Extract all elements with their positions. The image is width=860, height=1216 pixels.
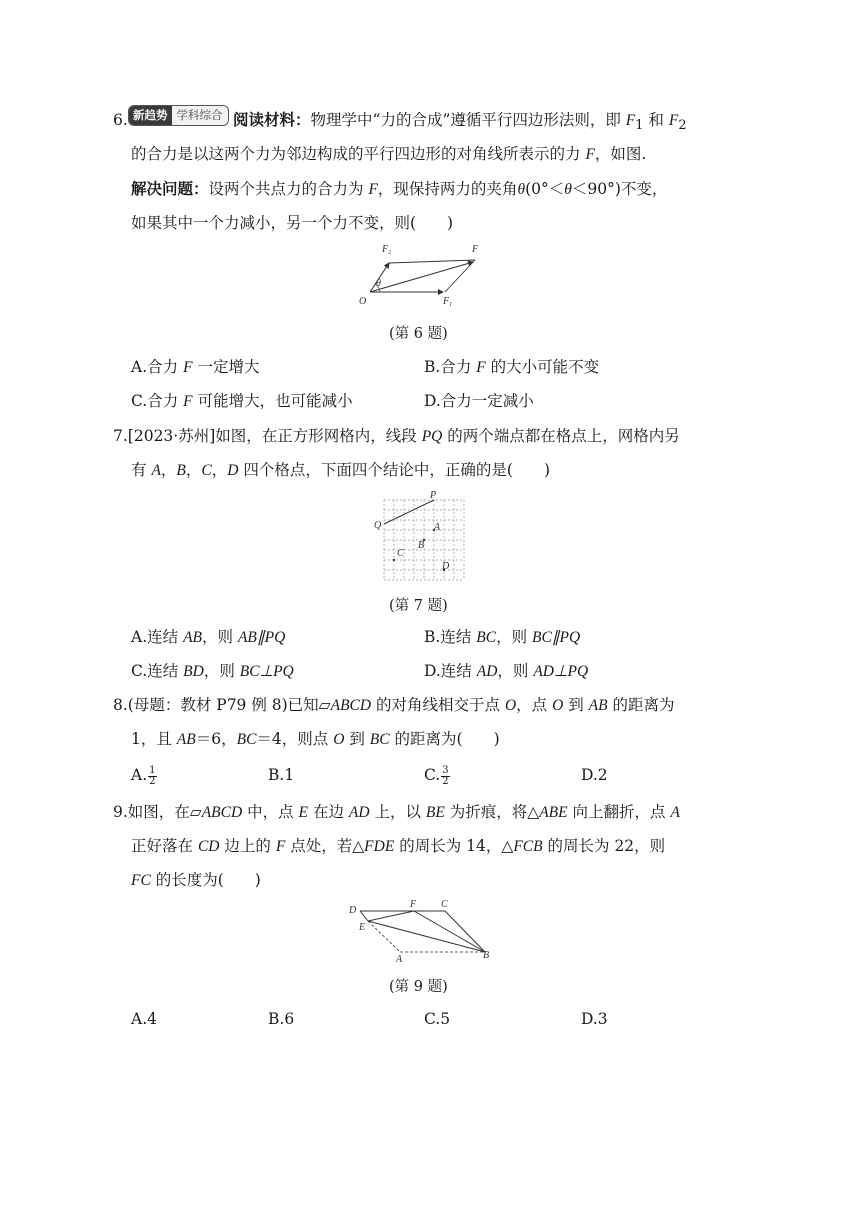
label-a: A xyxy=(434,522,441,533)
text-fragment: 边上的 xyxy=(219,837,276,855)
text-fragment: AB xyxy=(183,629,202,646)
label-f: F xyxy=(472,244,479,255)
text-fragment: F xyxy=(183,359,193,376)
text-fragment: B xyxy=(176,462,186,479)
text-fragment: F xyxy=(382,244,389,255)
text-fragment: 的两个端点都在格点上，网格内另 xyxy=(442,427,680,445)
text-fragment: O xyxy=(552,697,564,714)
text-fragment: 1 xyxy=(149,764,156,776)
text-fragment: [2023·苏州]如图，在正方形网格内，线段 xyxy=(127,427,422,445)
text-fragment: 点处，若△ xyxy=(285,837,365,855)
text-fragment: (母题：教材 P79 例 8)已知▱ xyxy=(127,696,331,714)
text-fragment: 的距离为 xyxy=(607,696,675,714)
q9-line-1 xyxy=(113,802,680,823)
q6-option-c[interactable] xyxy=(131,391,353,412)
text-fragment: AB∥PQ xyxy=(237,629,286,646)
text-fragment: BE xyxy=(425,804,445,821)
q7-line-2 xyxy=(131,460,550,481)
grid-figure xyxy=(372,490,467,585)
text-fragment: FC xyxy=(131,872,151,889)
text-fragment: C xyxy=(201,462,212,479)
label-d: D xyxy=(442,561,450,572)
label-p: P xyxy=(430,490,437,501)
label-f2 xyxy=(381,244,391,256)
text-fragment: 上，以 xyxy=(369,803,426,821)
label-c: C xyxy=(397,548,404,559)
q6-line-1 xyxy=(233,110,687,136)
text-fragment: C.连结 xyxy=(131,662,184,680)
q6-line-4: 如果其中一个力减小，另一个力不变，则( ) xyxy=(131,214,454,232)
text-fragment: 的大小可能不变 xyxy=(485,358,600,376)
q6-option-b[interactable] xyxy=(424,357,599,378)
text-fragment: 8. xyxy=(113,696,128,714)
text-fragment: 到 xyxy=(344,730,370,748)
text-fragment: ，则 xyxy=(497,662,534,680)
fraction xyxy=(441,766,449,787)
q6-option-a[interactable] xyxy=(131,357,259,378)
subscript: 2 xyxy=(678,118,687,134)
text-fragment: 2 xyxy=(149,775,156,787)
q8-option-a[interactable] xyxy=(131,765,157,787)
text-fragment: ABE xyxy=(539,804,568,821)
text-fragment: ，则 xyxy=(202,628,238,646)
text-fragment: 1 xyxy=(449,302,453,308)
text-fragment: F xyxy=(183,393,193,410)
text-fragment: 1，且 xyxy=(131,730,177,748)
text-fragment: D.连结 xyxy=(424,662,477,680)
text-fragment: AB xyxy=(588,697,608,714)
q6-text: 和 xyxy=(643,111,669,129)
text-fragment: F xyxy=(443,296,450,307)
q6-text: 设两个共点力的合力为 xyxy=(208,180,369,198)
text-fragment: A. xyxy=(131,766,148,784)
text-fragment: BC xyxy=(236,731,257,748)
text-fragment: ， xyxy=(185,461,202,479)
q6-line-3 xyxy=(131,179,667,200)
q7-caption: (第 7 题) xyxy=(389,598,448,614)
text-fragment: B.连结 xyxy=(424,628,477,646)
q7-option-b[interactable] xyxy=(424,627,580,648)
parallelogram-right-edge xyxy=(445,260,475,292)
text-fragment: 2 xyxy=(388,250,392,256)
badge-sub-text: 学科综合 xyxy=(172,106,228,125)
label-a: A xyxy=(396,954,403,965)
text-fragment: 9. xyxy=(113,803,128,821)
q8-option-d[interactable]: D.2 xyxy=(581,766,608,784)
resultant-f-arrow xyxy=(370,262,473,292)
text-fragment: PQ xyxy=(421,428,443,445)
text-fragment: ABCD xyxy=(201,804,243,821)
var-f: F xyxy=(585,146,595,163)
text-fragment: 可能增大，也可能减小 xyxy=(192,392,353,410)
text-fragment: 到 xyxy=(563,696,589,714)
q8-line-2 xyxy=(131,729,500,750)
q9-caption: (第 9 题) xyxy=(389,979,448,995)
q9-line-2 xyxy=(131,836,665,857)
text-fragment: 3 xyxy=(442,764,449,776)
q9-line-3 xyxy=(131,870,261,891)
q9-option-c[interactable]: C.5 xyxy=(424,1010,451,1028)
label-b: B xyxy=(418,540,425,551)
parallelogram-top-edge xyxy=(389,260,475,263)
text-fragment: 的周长为 14，△ xyxy=(394,837,514,855)
text-fragment: AD xyxy=(348,804,370,821)
text-fragment: C. xyxy=(424,766,441,784)
text-fragment: D xyxy=(227,462,239,479)
q6-text: 的合力是以这两个力为邻边构成的平行四边形的对角线所表示的力 xyxy=(131,145,586,163)
edge-de xyxy=(360,911,368,921)
text-fragment: AD xyxy=(476,663,498,680)
text-fragment: 的长度为( ) xyxy=(150,871,261,889)
q7-option-a[interactable] xyxy=(131,627,285,648)
text-fragment: A xyxy=(151,462,161,479)
text-fragment: 一定增大 xyxy=(192,358,260,376)
label-o: O xyxy=(359,296,367,307)
text-fragment: ， xyxy=(160,461,177,479)
text-fragment: ＝6， xyxy=(195,730,237,748)
text-fragment: O xyxy=(504,697,517,714)
q6-text: ，如图. xyxy=(594,145,647,163)
text-fragment: 四个格点，下面四个结论中，正确的是( ) xyxy=(238,461,550,479)
text-fragment: BC xyxy=(369,731,390,748)
segment-pq xyxy=(384,500,434,524)
badge-main-text: 新趋势 xyxy=(129,106,172,125)
text-fragment: CD xyxy=(197,838,220,855)
edge-ef xyxy=(368,911,414,921)
q6-solve-label: 解决问题： xyxy=(131,179,209,198)
q8-option-c[interactable] xyxy=(424,765,450,787)
label-q: Q xyxy=(374,520,382,531)
text-fragment: 有 xyxy=(131,461,152,479)
label-e: E xyxy=(359,922,366,933)
text-fragment: 正好落在 xyxy=(131,837,198,855)
label-theta: θ xyxy=(376,278,381,289)
text-fragment: 为折痕，将△ xyxy=(444,803,540,821)
text-fragment: FDE xyxy=(364,838,395,855)
point-c xyxy=(393,559,395,561)
q6-option-d[interactable]: D.合力一定减小 xyxy=(424,392,534,410)
q6-text: 物理学中“力的合成”遵循平行四边形法则，即 xyxy=(310,111,626,129)
q9-option-b[interactable]: B.6 xyxy=(268,1010,295,1028)
text-fragment: C.合力 xyxy=(131,392,184,410)
q7-option-c[interactable] xyxy=(131,661,294,682)
var-theta: θ xyxy=(564,181,572,198)
text-fragment: FCB xyxy=(513,838,543,855)
label-f: F xyxy=(410,899,417,910)
fraction xyxy=(148,766,156,787)
q7-option-d[interactable] xyxy=(424,661,588,682)
text-fragment: BD xyxy=(183,663,204,680)
q6-reading-label: 阅读材料： xyxy=(233,110,311,129)
text-fragment: 的周长为 22，则 xyxy=(542,837,666,855)
var-f: F xyxy=(368,181,378,198)
label-c: C xyxy=(441,899,448,910)
text-fragment: AD⊥PQ xyxy=(533,663,589,680)
text-fragment: ， xyxy=(211,461,228,479)
text-fragment: 的距离为( ) xyxy=(389,730,500,748)
edge-fb xyxy=(414,911,485,952)
q6-caption: (第 6 题) xyxy=(389,326,448,342)
text-fragment: O xyxy=(333,731,345,748)
text-fragment: 2 xyxy=(442,775,449,787)
q9-option-d[interactable]: D.3 xyxy=(581,1010,608,1028)
text-fragment: ，点 xyxy=(516,696,553,714)
var-f: F xyxy=(668,112,679,129)
text-fragment: BC⊥PQ xyxy=(239,663,294,680)
text-fragment: 7. xyxy=(113,427,128,445)
text-fragment: ABCD xyxy=(330,697,372,714)
text-fragment: 中，点 xyxy=(242,803,299,821)
text-fragment: 向上翻折，点 xyxy=(567,803,671,821)
text-fragment: BC∥PQ xyxy=(532,629,581,646)
label-f1 xyxy=(442,296,452,308)
text-fragment: A xyxy=(670,804,680,821)
text-fragment: 如图，在▱ xyxy=(127,803,202,821)
edge-cb xyxy=(445,911,485,952)
q6-number: 6. xyxy=(113,111,128,129)
text-fragment: ，则 xyxy=(203,662,240,680)
q6-text: (0°＜ xyxy=(525,180,565,198)
q6-line-2 xyxy=(131,144,646,165)
text-fragment: 在边 xyxy=(308,803,349,821)
fold-line-be xyxy=(368,921,485,952)
text-fragment: F xyxy=(476,359,486,376)
folded-parallelogram-figure xyxy=(343,896,498,968)
text-fragment: BC xyxy=(476,629,497,646)
text-fragment: ，则 xyxy=(496,628,532,646)
q7-line-1 xyxy=(113,426,680,447)
text-fragment: A.连结 xyxy=(131,628,184,646)
label-b: B xyxy=(483,950,490,961)
q6-text: ＜90°)不变， xyxy=(571,180,668,198)
subscript: 1 xyxy=(635,118,644,134)
text-fragment: A.合力 xyxy=(131,358,184,376)
var-f: F xyxy=(625,112,636,129)
text-fragment: ＝4，则点 xyxy=(256,730,334,748)
q9-option-a[interactable]: A.4 xyxy=(131,1010,157,1028)
text-fragment: E xyxy=(298,804,309,821)
text-fragment: B.合力 xyxy=(424,358,477,376)
force-parallelogram-figure xyxy=(355,240,505,310)
text-fragment: AB xyxy=(176,731,196,748)
q8-line-1 xyxy=(113,695,675,716)
text-fragment: F xyxy=(275,838,286,855)
new-trend-badge xyxy=(128,105,229,126)
var-theta: θ xyxy=(517,181,526,198)
label-d: D xyxy=(349,905,357,916)
q8-option-b[interactable]: B.1 xyxy=(268,766,295,784)
q6-text: ，现保持两力的夹角 xyxy=(377,180,518,198)
text-fragment: 的对角线相交于点 xyxy=(371,696,505,714)
